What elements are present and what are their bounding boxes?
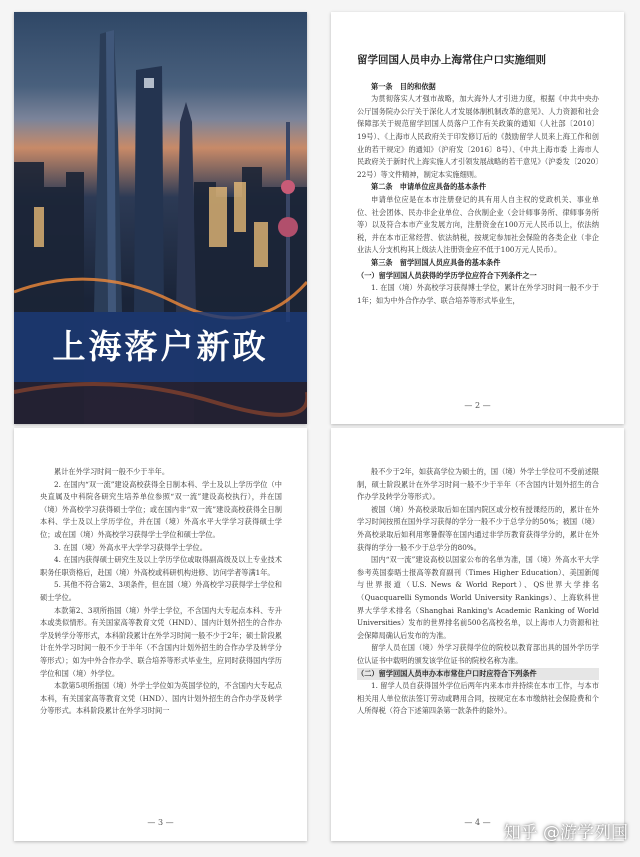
zhihu-watermark: 知乎 @游学列国 [503,823,628,843]
cover-title: 上海落户新政 [52,327,269,366]
page-4-body [357,466,599,718]
article-2-heading: 第二条 申请单位应具备的基本条件 [371,182,487,192]
page-number: — 2 — [464,401,491,410]
document-page-3 [14,428,307,841]
paragraph: 5. 其他不符合第2、3项条件，但在国（境）外高校学习获得学士学位和硕士学位。 [40,580,282,602]
paragraph: 2. 在国内“双一流”建设高校获得全日制本科、学士及以上学历学位（中央直属及中科院各研究生培养单位参照“双一流”建设高校执行），并在国（境）外高校学习获得硕士学位；或在国内非“双一流”建设高校获得全日制本科、学士及以上学历学位，并在国（境）外高水平大学学习获得硕士学位；或在国（境）外高校学习获得学士学位和硕士学位。 [40,479,282,539]
document-title: 留学回国人员申办上海常住户口实施细则 [357,54,546,66]
paragraph: 被国（境）外高校录取后如在国内院区或分校有授课经历的，累计在外学习时间按照在国外学习获得的学分一般不少于总学分的50%；被国（境）外高校录取后如利用寒暑假等在国内通过非学历教育获得学分的，累计在外获得的学分一般不少于总学分的80%。 [357,504,599,552]
paragraph: 1. 留学人员自获得国外学位后两年内来本市并持续在本市工作，与本市相关用人单位依法签订劳动或聘用合同，按规定在本市缴纳社会保险费和个人所得税（符合下述第四条第一款条件的除外）。 [357,681,599,716]
item-1-text: 1. 在国（境）外高校学习获得博士学位，累计在外学习时间一般不少于1年；如为中外合作办学、联合培养等形式毕业生， [357,283,599,305]
document-page-2 [331,12,624,424]
cover-page [14,12,307,424]
page-3-body [40,466,282,718]
section-2-heading: （二）留学回国人员申办本市常住户口时应符合下列条件 [357,668,599,681]
paragraph: 般不少于2年，如获高学位为硕士的，国（境）外学士学位可不受前述限制，硕士阶段累计在外学习时间一般不少于半年（不含国内计划外招生的合作办学及转学分等形式）。 [357,467,599,502]
article-2-text: 申请单位应是在本市注册登记的具有用人自主权的党政机关、事业单位、社会团体、民办非企业单位、合伙制企业（会计师事务所、律师事务所等）以及符合本市产业发展方向，注册资金在100万元人民币以上，依法纳税，并在本市正常经营、依法纳税，按规定参加社会保险的各类企业（非企业法人分支机构其上级法人注册资金应不低于100万元人民币）。 [357,194,599,255]
paragraph: 国内“双一流”建设高校以国家公布的名单为准，国（境）外高水平大学参考英国泰晤士报高等教育副刊（Times Higher Education）、美国新闻与世界报道（U.S. News & World Report）、QS世界大学排名（Quacquarelli Symonds World University Rankings）、上海软科世界大学学术排名（Shanghai Ranking's Academic Ranking of World Universities）发布的世界排名前500名高校名单，以上海市人力资源和社会保障局确认后发布的为准。 [357,555,599,640]
article-1-text: 为贯彻落实人才强市战略，加大海外人才引进力度，根据《中共中央办公厅国务院办公厅关于深化人才发展体制机制改革的意见》、人力资源和社会保障部关于规范留学回国人员落户工作有关政策的通知（人社部〔2010〕19号）、《上海市人民政府关于印发修订后的《鼓励留学人员来上海工作和创业的若干规定》的通知》（沪府发〔2016〕8号）、《中共上海市委 上海市人民政府关于新时代上海实施人才引领发展战略的若干意见》（沪委发〔2020〕22号）等文件精神，制定本实施细则。 [357,94,599,179]
paragraph: 留学人员在国（境）外学习获得学位的院校以教育部出具的国外学历学位认证书中载明的颁发该学位证书的院校名称为准。 [357,643,599,665]
page-number: — 3 — [147,818,174,827]
article-3-heading: 第三条 留学回国人员应具备的基本条件 [371,257,501,267]
section-1-heading: （一）留学回国人员获得的学历学位应符合下列条件之一 [357,270,537,280]
paragraph: 4. 在国内获得硕士研究生及以上学历学位或取得副高级及以上专业技术职务任职资格后，赴国（境）外高校或科研机构进修、访问学者等满1年。 [40,555,282,577]
page-2-body [357,54,599,307]
paragraph: 累计在外学习时间一般不少于半年。 [54,467,170,476]
article-1-heading: 第一条 目的和依据 [371,81,436,91]
page-number: — 4 — [464,818,491,827]
document-page-4 [331,428,624,841]
paragraph: 本款第5项所指国（境）外学士学位如为英国学位的，不含国内大专起点本科，有关国家高等教育文凭（HND）、国内计划外招生的合作办学及转学分等形式。本科阶段累计在外学习时间一 [40,681,282,716]
paragraph: 本款第2、3项所指国（境）外学士学位，不含国内大专起点本科、专升本或类似情形。有关国家高等教育文凭（HND）、国内计划外招生的合作办学及转学分等形式，本科阶段累计在外学习时间一般不少于2年；硕士阶段累计在外学习时间一般不少于半年（不含国内计划外招生的合作办学及转学分等形式）；如为中外合作办学、联合培养等形式毕业生，应同时获得国内学历学位和国（境）外学位。 [40,605,282,678]
paragraph: 3. 在国（境）外高水平大学学习获得学士学位。 [54,542,207,552]
